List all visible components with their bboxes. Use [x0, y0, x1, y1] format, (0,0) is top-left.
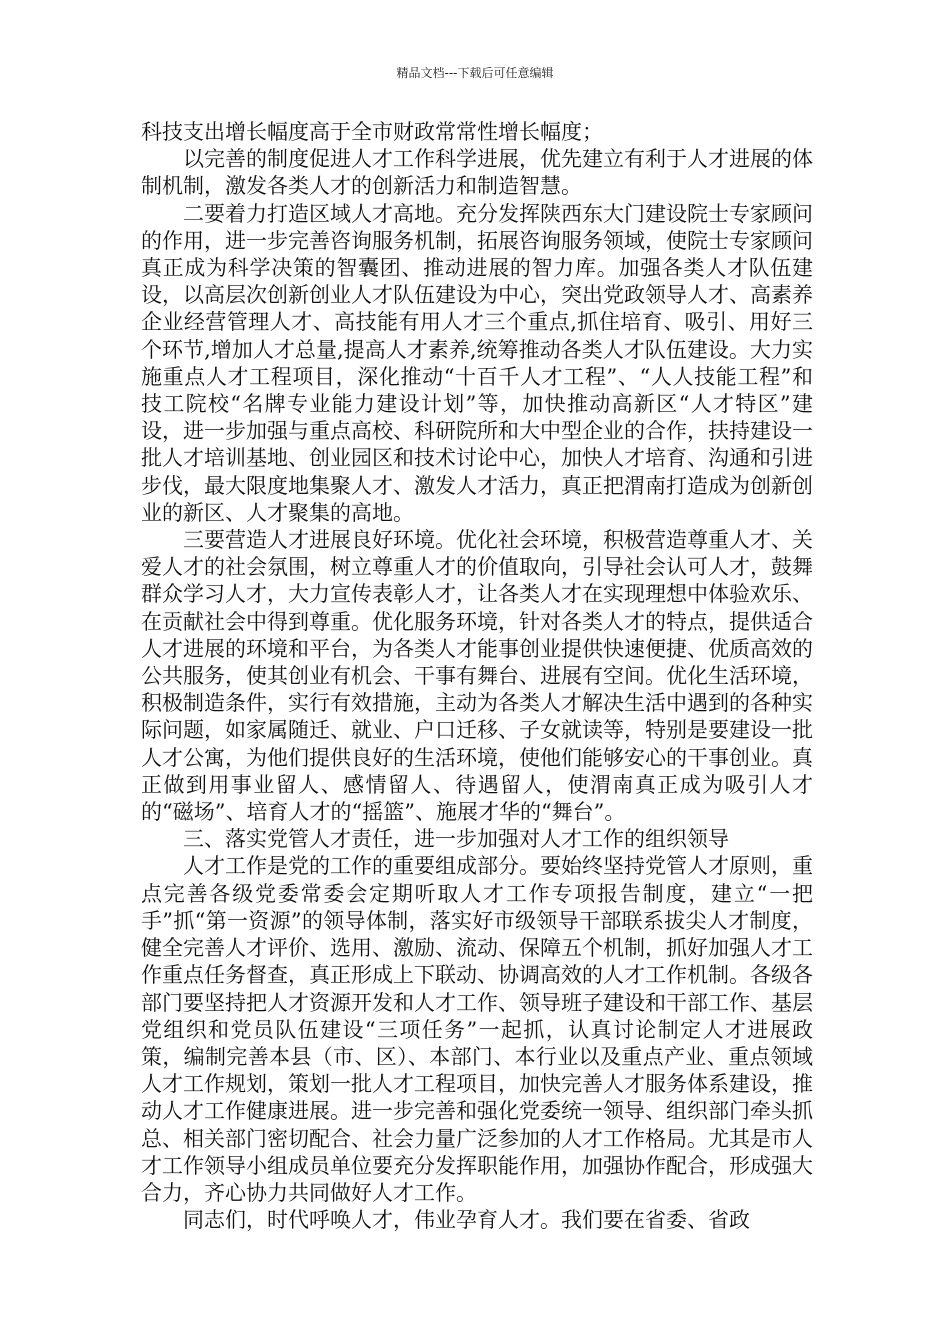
page-header: 精品文档---下载后可任意编辑 — [396, 66, 554, 80]
document-body — [141, 119, 813, 1234]
paragraph-3: 二要着力打造区域人才高地。充分发挥陕西东大门建设院士专家顾问的作用，进一步完善咨询服务机制，拓展咨询服务领域，使院士专家顾问真正成为科学决策的智囊团、推动进展的智力库。加强各类人才队伍建设，以高层次创新创业人才队伍建设为中心，突出党政领导人才、高素养企业经营管理人才、高技能有用人才三个重点,抓住培育、吸引、用好三个环节,增加人才总量,提高人才素养,统筹推动各类人才队伍建设。大力实施重点人才工程项目，深化推动“十百千人才工程”、“人人技能工程”和技工院校“名牌专业能力建设计划”等，加快推动高新区“人才特区”建设，进一步加强与重点高校、科研院所和大中型企业的合作，扶持建设一批人才培训基地、创业园区和技术讨论中心，加快人才培育、沟通和引进步伐，最大限度地集聚人才、激发人才活力，真正把渭南打造成为创新创业的新区、人才聚集的高地。 — [141, 201, 813, 525]
paragraph-5: 人才工作是党的工作的重要组成部分。要始终坚持党管人才原则，重点完善各级党委常委会定期听取人才工作专项报告制度，建立“一把手”抓“第一资源”的领导体制，落实好市级领导干部联系拔尖人才制度，健全完善人才评价、选用、激励、流动、保障五个机制，抓好加强人才工作重点任务督查，真正形成上下联动、协调高效的人才工作机制。各级各部门要坚持把人才资源开发和人才工作、领导班子建设和干部工作、基层党组织和党员队伍建设“三项任务”一起抓，认真讨论制定人才进展政策，编制完善本县（市、区）、本部门、本行业以及重点产业、重点领域人才工作规划，策划一批人才工程项目，加快完善人才服务体系建设，推动人才工作健康进展。进一步完善和强化党委统一领导、组织部门牵头抓总、相关部门密切配合、社会力量广泛参加的人才工作格局。尤其是市人才工作领导小组成员单位要充分发挥职能作用，加强协作配合，形成强大合力，齐心协力共同做好人才工作。 — [141, 854, 813, 1205]
paragraph-1: 科技支出增长幅度高于全市财政常常性增长幅度； — [141, 120, 603, 144]
section-heading-3: 三、落实党管人才责任，进一步加强对人才工作的组织领导 — [183, 827, 729, 852]
paragraph-2: 以完善的制度促进人才工作科学进展，优先建立有利于人才进展的体制机制，激发各类人才的创新活力和制造智慧。 — [141, 147, 813, 199]
paragraph-4: 三要营造人才进展良好环境。优化社会环境，积极营造尊重人才、关爱人才的社会氛围，树立尊重人才的价值取向，引导社会认可人才，鼓舞群众学习人才，大力宣传表彰人才，让各类人才在实现理想中体验欢乐、在贡献社会中得到尊重。优化服务环境，针对各类人才的特点，提供适合人才进展的环境和平台，为各类人才能事创业提供快速便捷、优质高效的公共服务，使其创业有机会、干事有舞台、进展有空间。优化生活环境，积极制造条件，实行有效措施，主动为各类人才解决生活中遇到的各种实际问题，如家属随迁、就业、户口迁移、子女就读等，特别是要建设一批人才公寓，为他们提供良好的生活环境，使他们能够安心的干事创业。真正做到用事业留人、感情留人、待遇留人，使渭南真正成为吸引人才的“磁场”、培育人才的“摇篮”、施展才华的“舞台”。 — [141, 528, 813, 825]
paragraph-6: 同志们，时代呼唤人才，伟业孕育人才。我们要在省委、省政 — [183, 1208, 750, 1233]
